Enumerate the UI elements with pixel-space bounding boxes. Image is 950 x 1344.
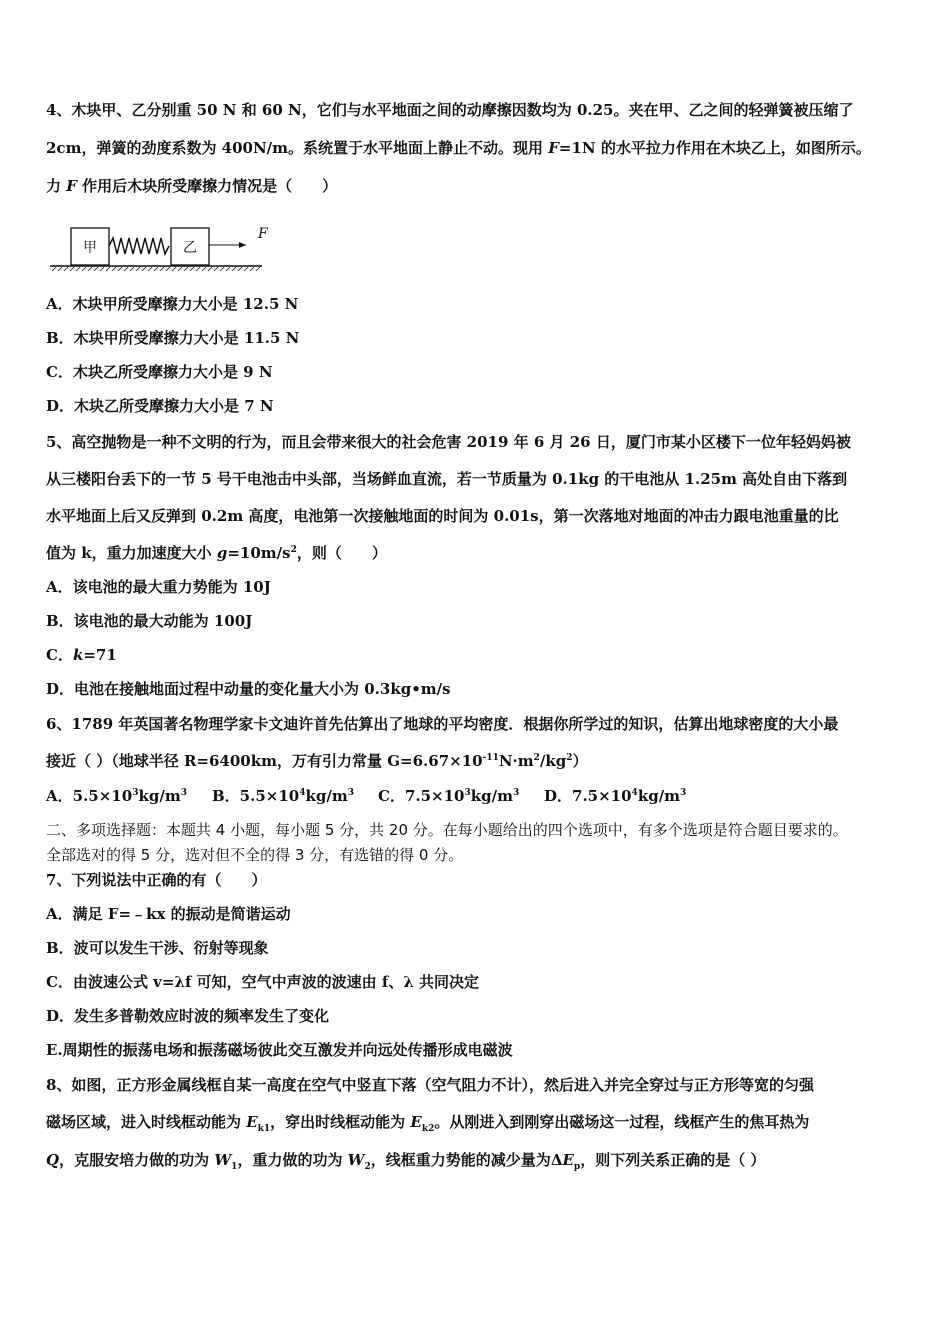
q8-stem-line1: 8、如图，正方形金属线框自某一高度在空气中竖直下落（空气阻力不计），然后进入并完全穿过与正方形等宽的匀强: [46, 1076, 814, 1094]
q7-option-a: A．满足 F=﹣kx 的振动是简谐运动: [46, 905, 291, 923]
q8-stem-line3: Q，克服安培力做的功为 $W_1$，重力做的功为 $W_2$，线框重力势能的减少量为$\Delta E_p$，则下列关系正确的是（ ）: [46, 1151, 766, 1172]
q6-options: [46, 786, 686, 806]
q4-stem-line3: 力 F 作用后木块所受摩擦力情况是（ ）: [46, 177, 338, 195]
q5-option-c: C．k=71: [46, 646, 117, 664]
q5-option-a: A．该电池的最大重力势能为 10J: [46, 578, 271, 596]
q5-option-d: D．电池在接触地面过程中动量的变化量大小为 0.3kg•m/s: [46, 680, 451, 698]
ground-hatching: [52, 267, 260, 271]
q6-stem-line1: 6、1789 年英国著名物理学家卡文迪许首先估算出了地球的平均密度．根据你所学过的知识，估算出地球密度的大小最: [46, 715, 839, 733]
q7-option-c: C．由波速公式 v=λf 可知，空气中声波的波速由 f、λ 共同决定: [46, 973, 480, 991]
q7-option-e: E.周期性的振荡电场和振荡磁场彼此交互激发并向远处传播形成电磁波: [46, 1041, 513, 1059]
section2-heading-line2: 全部选对的得 5 分，选对但不全的得 3 分，有选错的得 0 分。: [46, 846, 464, 864]
q4-option-c: C．木块乙所受摩擦力大小是 9 N: [46, 363, 273, 381]
q5-stem-line2: 从三楼阳台丢下的一节 5 号干电池击中头部，当场鲜血直流，若一节质量为 0.1kg 的干电池从 1.25m 高处自由下落到: [46, 470, 848, 488]
q8-stem-line2: 磁场区域，进入时线框动能为 $E_{k1}$，穿出时线框动能为 $E_{k2}$。从刚进入到刚穿出磁场这一过程，线框产生的焦耳热为: [46, 1113, 810, 1134]
q5-option-b: B．该电池的最大动能为 100J: [46, 612, 253, 630]
q4-stem-line1: 4、木块甲、乙分别重 50 N 和 60 N，它们与水平地面之间的动摩擦因数均为 0.25。夹在甲、乙之间的轻弹簧被压缩了: [46, 101, 854, 119]
q5-stem-line1: 5、高空抛物是一种不文明的行为，而且会带来很大的社会危害 2019 年 6 月 26 日，厦门市某小区楼下一位年轻妈妈被: [46, 433, 851, 451]
spring-blocks-figure: [46, 218, 286, 274]
q6-option-d: D．$7.5\times 10^4kg/m^3$: [544, 787, 687, 805]
q7-stem: 7、下列说法中正确的有（ ）: [46, 871, 267, 889]
force-arrow-head: [239, 242, 246, 248]
block-yi-label: 乙: [183, 240, 197, 256]
q6-option-c: C．$7.5\times 10^3kg/m^3$: [378, 787, 520, 805]
force-label: F: [258, 226, 268, 242]
q5-stem-line3: 水平地面上后又反弹到 0.2m 高度，电池第一次接触地面的时间为 0.01s，第一次落地对地面的冲击力跟电池重量的比: [46, 507, 839, 525]
q7-option-b: B．波可以发生干涉、衍射等现象: [46, 939, 269, 957]
q5-stem-line4: 值为 k，重力加速度大小 $g=10m/s^2$，则（ ）: [46, 544, 387, 562]
q6-option-b: B．$5.5\times 10^4kg/m^3$: [212, 787, 354, 805]
section2-heading-line1: 二、多项选择题：本题共 4 小题，每小题 5 分，共 20 分。在每小题给出的四个选项中，有多个选项是符合题目要求的。: [46, 821, 848, 839]
q4-option-d: D．木块乙所受摩擦力大小是 7 N: [46, 397, 274, 415]
spring: [109, 238, 169, 254]
q6-stem-line2: 接近（ ）（地球半径 R=6400km，万有引力常量 $G=6.67\times 10^{-11}N\cdot m^2/kg^2$）: [46, 752, 588, 770]
q4-option-b: B．木块甲所受摩擦力大小是 11.5 N: [46, 329, 300, 347]
q7-option-d: D．发生多普勒效应时波的频率发生了变化: [46, 1007, 330, 1025]
q6-option-a: A．$5.5\times 10^3kg/m^3$: [46, 787, 187, 805]
block-jia-label: 甲: [83, 240, 97, 256]
q4-stem-line2: 2cm，弹簧的劲度系数为 400N/m。系统置于水平地面上静止不动。现用 F=1N 的水平拉力作用在木块乙上，如图所示。: [46, 139, 871, 157]
q4-option-a: A．木块甲所受摩擦力大小是 12.5 N: [46, 295, 299, 313]
